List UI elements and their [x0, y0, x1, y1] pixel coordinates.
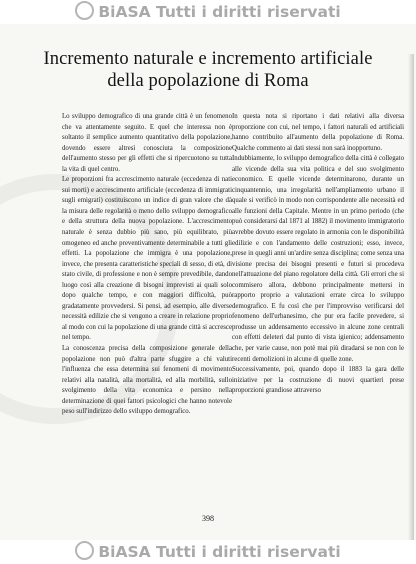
paragraph: Lo sviluppo demografico di una grande città è un fenomeno che va attentamente seguito. E quel che interessa non è soltanto il semplice aumento quantitativo della popolazione, dovendo essere altresì conosciuta la composizione dell'aumento stesso per gli effetti che si ripercuotono su tutta la vita di quel centro. [62, 113, 232, 173]
library-logo-icon [75, 1, 94, 20]
scanned-page [0, 24, 416, 540]
article-title [0, 48, 416, 92]
page-edge-shadow [408, 54, 414, 540]
library-logo-icon [75, 541, 94, 560]
paragraph: Indubbiamente, lo sviluppo demografico della città è collegato alle vicende della sua vita politica e del suo svolgimento economico. E quelle vicende determinarono, durante un cinquantennio, una irregolarità nell'ampliamento urbano il quale si verificò in modo non corrispondente alle necessità ed alle funzioni della Capitale. Mentre in un primo periodo (che può considerarsi dal 1871 al 1882) il movimento immigratorio avrebbe dovuto essere regolato in armonia con le disponibilità edilizie e con l'andamento delle costruzioni; esso, invece, prese in quegli anni un'ardire senza disciplina; come senza una visione precisa dei bisogni presenti e futuri si procedeva nell'attuazione del piano regolatore della città. Gli errori che si commisero allora, debbono principalmente mettersi in rapporto proprio a valutazioni errate circa lo sviluppo demografico. E fu così che per l'improvviso verificarsi del fenomeno dell'urbanesimo, che pur era facile prevedere, si produsse un addensamento eccessivo in alcune zone centrali con effetti deleteri dal punto di vista igienico; addensamento che, per varie cause, non potè mai più diradarsi se non con le recenti demolizioni in alcune di quelle zone. [232, 155, 404, 363]
paragraph: Le proporzioni fra accrescimento naturale (eccedenza di nati sui morti) e accrescimento artificiale (eccedenza di immigrati sugli emigrati) costituiscono un indice di gran valore che dà la misura delle regolarità o meno dello sviluppo demografico e della struttura della nuova popolazione. L'accrescimento naturale è senza dubbio più sano, più equilibrato, più omogeneo ed anche preventivamente determinabile a tutti gli effetti. La popolazione che immigra è una popolazione, invece, che presenta caratteristiche speciali di sesso, di età, di stato civile, di professione e non è sempre prevedibile, dando luogo così alla creazione di bisogni imprevisti ai quali solo dopo qualche tempo, e con maggiori difficoltà, può gradatamente provvedersi. Si pensi, ad esempio, alle diverse necessità edilizie che si vengono a creare in relazione proprio al modo con cui la popolazione di una grande città si accresce nel tempo. [62, 176, 232, 342]
page-number: 398 [202, 514, 214, 523]
watermark-text-bottom: BiASA Tutti i diritti riservati [98, 543, 341, 561]
title-line-1: Incremento naturale e incremento artificiale [43, 49, 373, 69]
text-column-left [62, 112, 232, 418]
paragraph: In questa nota si riportano i dati relativi alla diversa proporzione con cui, nel tempo, i fattori naturali ed artificiali hanno contribuito all'aumento della popolazione di Roma. Qualche commento ai dati stessi non sarà inopportuno. [232, 113, 404, 152]
title-line-2: della popolazione di Roma [107, 71, 309, 91]
watermark-text-top: BiASA Tutti i diritti riservati [98, 3, 341, 21]
watermark-banner-bottom [0, 540, 416, 564]
text-column-right [232, 112, 404, 397]
paragraph: Successivamente, poi, quando dopo il 1883 la gara delle iniziative per la costruzione di nuovi quartieri prese proporzioni grandiose attraverso [232, 366, 404, 395]
paragraph: La conoscenza precisa della composizione generale della popolazione non può d'altra parte sfuggire a chi valuti l'influenza che essa determina sui fenomeni di movimento relativi alla natalità, alla mortalità, ed alla morbilità, sullo svolgimento della vita economica e persino nella determinazione di quei fattori psicologici che hanno notevole peso sull'indirizzo dello sviluppo demografico. [62, 345, 232, 416]
watermark-banner-top [0, 0, 416, 24]
